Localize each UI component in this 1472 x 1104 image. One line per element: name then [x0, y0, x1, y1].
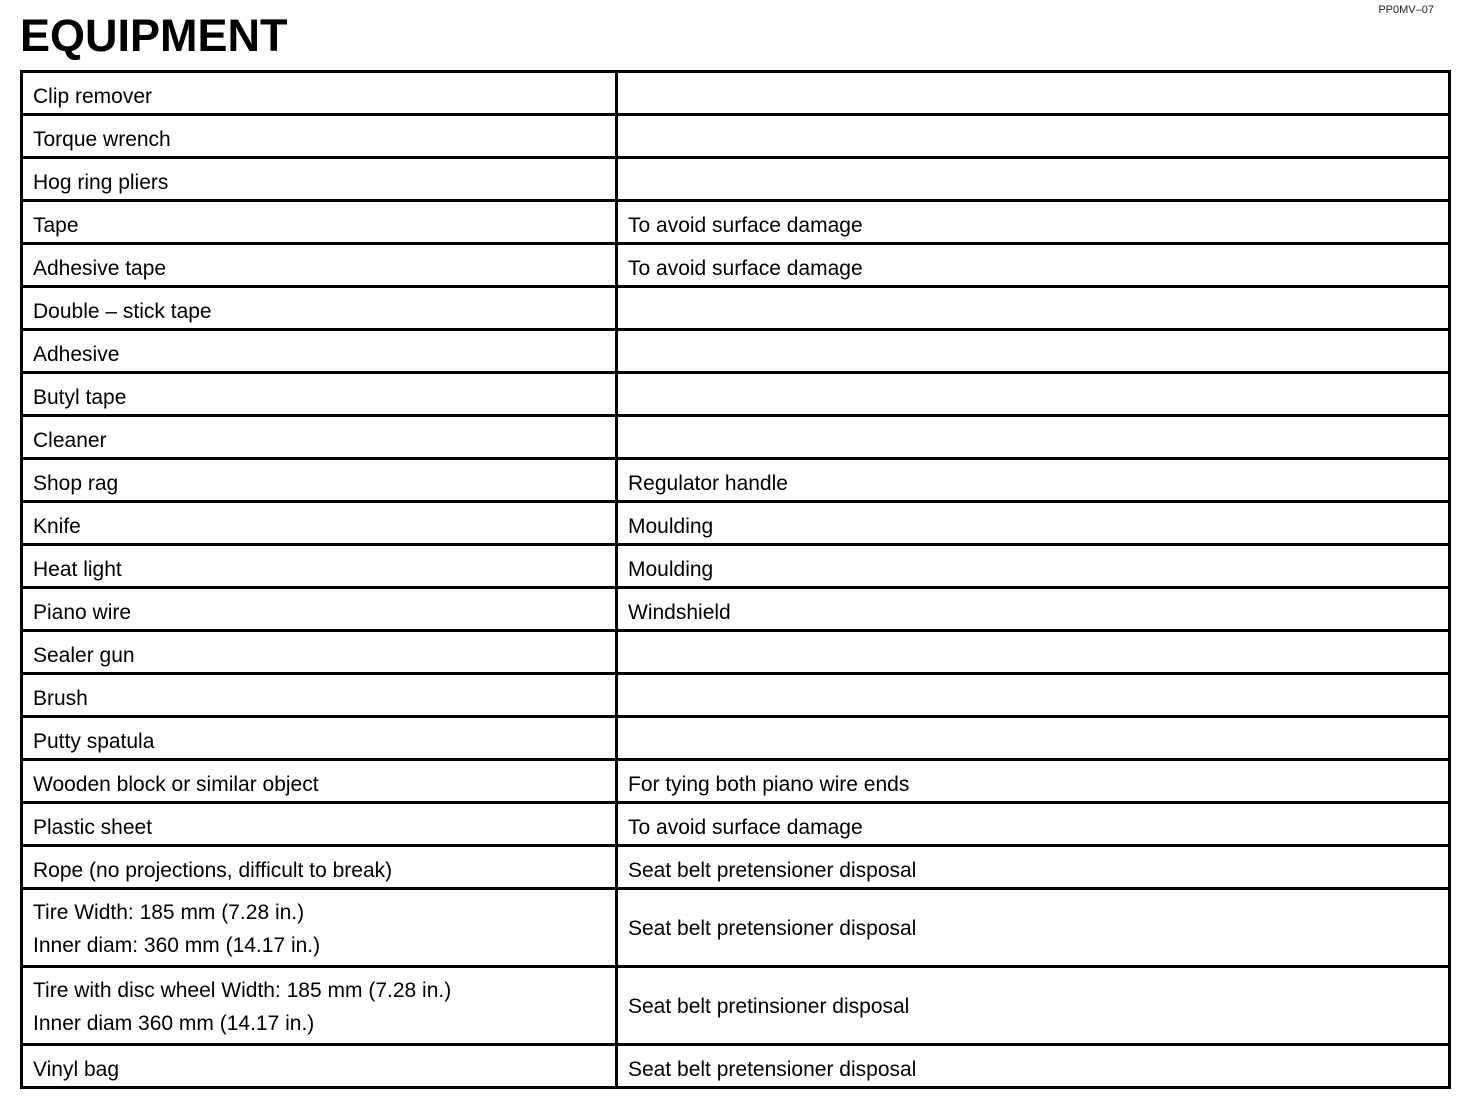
equipment-item-cell: [22, 1045, 617, 1088]
equipment-item-text: Rope (no projections, difficult to break): [33, 858, 393, 882]
equipment-note-cell: For tying both piano wire ends: [617, 760, 1450, 803]
table-row: [22, 674, 1450, 717]
equipment-note-cell: [617, 158, 1450, 201]
equipment-item-text: Knife: [33, 514, 81, 538]
equipment-note-cell: To avoid surface damage: [617, 244, 1450, 287]
table-row: [22, 72, 1450, 115]
equipment-item-cell: [22, 631, 617, 674]
equipment-item-cell: [22, 201, 617, 244]
equipment-item-text: Double – stick tape: [33, 299, 212, 323]
equipment-note-cell: Moulding: [617, 502, 1450, 545]
table-row: [22, 760, 1450, 803]
equipment-item-cell: [22, 803, 617, 846]
equipment-item-text: Hog ring pliers: [33, 170, 169, 194]
equipment-note-cell: [617, 330, 1450, 373]
equipment-note-cell: [617, 674, 1450, 717]
equipment-item-text: Brush: [33, 686, 88, 710]
table-row: [22, 502, 1450, 545]
table-row: [22, 967, 1450, 1045]
equipment-item-text: Sealer gun: [33, 643, 135, 667]
table-row: [22, 846, 1450, 889]
equipment-item-text: Butyl tape: [33, 385, 127, 409]
table-row: [22, 631, 1450, 674]
equipment-item-cell: [22, 72, 617, 115]
equipment-item-cell: [22, 416, 617, 459]
equipment-item-cell: [22, 717, 617, 760]
equipment-item-text: Vinyl bag: [33, 1057, 120, 1081]
equipment-item-text: Heat light: [33, 557, 122, 581]
equipment-note-cell: [617, 631, 1450, 674]
table-row: [22, 158, 1450, 201]
document-code: PP0MV–07: [1378, 4, 1434, 16]
equipment-item-text: Wooden block or similar object: [33, 772, 319, 796]
equipment-item-text: Shop rag: [33, 471, 119, 495]
equipment-item-cell: [22, 588, 617, 631]
table-row: [22, 287, 1450, 330]
equipment-item-text: Piano wire: [33, 600, 132, 624]
equipment-item-cell: [22, 967, 617, 1045]
equipment-note-cell: Seat belt pretinsioner disposal: [617, 967, 1450, 1045]
equipment-note-cell: Seat belt pretensioner disposal: [617, 1045, 1450, 1088]
equipment-item-cell: [22, 158, 617, 201]
equipment-table: [20, 70, 1451, 1089]
table-row: [22, 115, 1450, 158]
equipment-item-cell: [22, 674, 617, 717]
equipment-item-text: Clip remover: [33, 84, 153, 108]
table-row: [22, 244, 1450, 287]
equipment-note-cell: [617, 373, 1450, 416]
equipment-item-text: Tire Width: 185 mm (7.28 in.): [33, 900, 305, 924]
table-row: [22, 330, 1450, 373]
equipment-item-cell: [22, 373, 617, 416]
equipment-note-cell: [617, 717, 1450, 760]
equipment-item-cell: [22, 502, 617, 545]
equipment-item-text: Tape: [33, 213, 79, 237]
equipment-note-cell: [617, 115, 1450, 158]
table-row: [22, 545, 1450, 588]
table-row: [22, 717, 1450, 760]
equipment-item-text: Putty spatula: [33, 729, 155, 753]
table-row: [22, 459, 1450, 502]
equipment-item-text: Tire with disc wheel Width: 185 mm (7.28 in.): [33, 978, 452, 1002]
equipment-item-cell: [22, 459, 617, 502]
equipment-item-cell: [22, 760, 617, 803]
table-row: [22, 201, 1450, 244]
table-row: [22, 373, 1450, 416]
equipment-item-text: Inner diam: 360 mm (14.17 in.): [33, 933, 321, 957]
equipment-item-text: Adhesive: [33, 342, 120, 366]
equipment-note-cell: To avoid surface damage: [617, 803, 1450, 846]
equipment-note-cell: [617, 416, 1450, 459]
equipment-note-cell: Windshield: [617, 588, 1450, 631]
equipment-item-cell: [22, 846, 617, 889]
equipment-item-text: Inner diam 360 mm (14.17 in.): [33, 1011, 315, 1035]
table-row: [22, 889, 1450, 967]
equipment-item-text: Plastic sheet: [33, 815, 153, 839]
equipment-item-cell: [22, 889, 617, 967]
equipment-note-cell: Seat belt pretensioner disposal: [617, 889, 1450, 967]
table-row: [22, 416, 1450, 459]
equipment-item-text: Torque wrench: [33, 127, 171, 151]
equipment-table-body: [22, 72, 1450, 1088]
equipment-item-text: Cleaner: [33, 428, 107, 452]
table-row: [22, 803, 1450, 846]
equipment-item-cell: [22, 115, 617, 158]
equipment-note-cell: Seat belt pretensioner disposal: [617, 846, 1450, 889]
table-row: [22, 588, 1450, 631]
equipment-item-cell: [22, 330, 617, 373]
equipment-item-cell: [22, 244, 617, 287]
equipment-note-cell: [617, 287, 1450, 330]
equipment-note-cell: Regulator handle: [617, 459, 1450, 502]
page-title: EQUIPMENT: [20, 10, 288, 61]
equipment-note-cell: [617, 72, 1450, 115]
equipment-note-cell: Moulding: [617, 545, 1450, 588]
equipment-item-text: Adhesive tape: [33, 256, 167, 280]
equipment-note-cell: To avoid surface damage: [617, 201, 1450, 244]
equipment-item-cell: [22, 287, 617, 330]
equipment-item-cell: [22, 545, 617, 588]
table-row: [22, 1045, 1450, 1088]
